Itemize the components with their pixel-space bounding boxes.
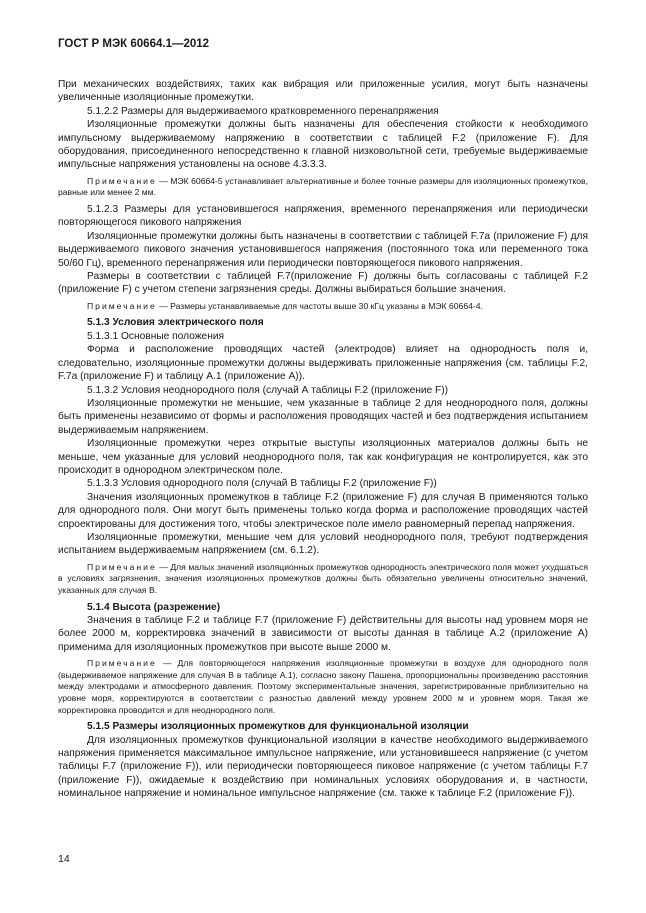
body-paragraph: 5.1.3.3 Условия однородного поля (случай В таблицы F.2 (приложение F)) xyxy=(87,478,437,490)
body-paragraph: 5.1.3.1 Основные положения xyxy=(87,330,225,342)
body-paragraph: Изоляционные промежутки не меньшие, чем указанные в таблице 2 для неоднородного поля, должны быть применены независимо от формы и расположения проводящих частей и без подтверждения испытанием выдерживаемым напряжением. xyxy=(58,397,588,436)
note-text: — Для повторяющегося напряжения изоляционные промежутки в воздухе для однородного поля (выдерживаемое напряжение для случая В в таблице А.1), согласно закону Пашена, пропорциональны произведению расстояния между электродами и атмосферного давления. Поэтому экспериментальные значения, зарегистрированные приблизительно на уровне моря, корректируются в соответствии с разностью давлений между уровнем 2000 м и уровнем моря. Такая же корректировка проводится и для неоднородного поля. xyxy=(58,658,588,715)
note-label: Примечание xyxy=(87,300,157,311)
body-paragraph: 5.1.3.2 Условия неоднородного поля (случай А таблицы F.2 (приложение F)) xyxy=(87,384,449,396)
section-heading: 5.1.5 Размеры изоляционных промежутков для функциональной изоляции xyxy=(87,721,469,733)
body-paragraph: Изоляционные промежутки должны быть назначены для обеспечения стойкости к необходимого импульсному выдерживаемому напряжению в соответствии с таблицей F.2 (приложение F). Для оборудования, присоединенного непосредственно к главной низковольтной сети, требуемые выдерживаемые импульсные напряжения установлены на основе 4.3.3.3. xyxy=(58,119,588,171)
note-paragraph xyxy=(58,658,588,716)
body-paragraph: Размеры в соответствии с таблицей F.7(приложение F) должны быть согласованы с таблицей F.2 (приложение F) с учетом степени загрязнения среды. Должны выбираться большие значения. xyxy=(58,271,588,296)
note-label: Примечание xyxy=(87,561,157,572)
note-text: — Для малых значений изоляционных промежутков однородность электрического поля может ухудшаться в условиях загрязнения, значения изоляционных промежутков должны быть обязательно увеличены относительно значений, указанных для случая В. xyxy=(58,561,588,595)
body-paragraph: Изоляционные промежутки должны быть назначены в соответствии с таблицей F.7а (приложение F) для выдерживаемого пикового значения установившегося напряжения (постоянного тока или переменного тока 50/60 Гц), временного перенапряжения или периодически повторяющегося пикового напряжения. xyxy=(58,230,588,269)
note-paragraph xyxy=(58,562,588,597)
note-label: Примечание xyxy=(87,175,157,186)
note-paragraph xyxy=(58,301,588,313)
body-paragraph: Значения изоляционных промежутков в таблице F.2 (приложение F) для случая В применяются только для однородного поля. Они могут быть применены только когда форма и расположение проводящих частей спроектированы для достижения того, чтобы электрическое поле имело равномерный перепад напряжения. xyxy=(58,491,588,530)
document-header: ГОСТ Р МЭК 60664.1—2012 xyxy=(58,38,210,50)
body-paragraph: При механических воздействиях, таких как вибрация или приложенные усилия, могут быть назначены увеличенные изоляционные промежутки. xyxy=(58,79,588,104)
body-paragraph: Изоляционные промежутки через открытые выступы изоляционных материалов должны быть не меньше, чем указанные для условий неоднородного поля, так как конфигурация не контролируется, как это происходит в однородном электрическом поле. xyxy=(58,438,588,476)
note-paragraph xyxy=(58,176,588,199)
body-paragraph: Форма и расположение проводящих частей (электродов) влияет на однородность поля и, следовательно, изоляционные промежутки должны выдерживать приложенные напряжения (см. таблицы F.2, F.7а (приложение F) и таблицу А.1 (приложение А)). xyxy=(58,344,588,383)
section-heading: 5.1.3 Условия электрического поля xyxy=(87,317,264,329)
note-label: Примечание xyxy=(87,658,157,669)
body-paragraph: 5.1.2.3 Размеры для установившегося напряжения, временного перенапряжения или периодически повторяющегося пикового напряжения xyxy=(58,204,588,229)
note-text: — Размеры устанавливаемые для частоты выше 30 кГц указаны в МЭК 60664-4. xyxy=(156,300,483,311)
body-paragraph: Значения в таблице F.2 и таблице F.7 (приложение F) действительны для высоты над уровнем моря не более 2000 м, корректировка значений в зависимости от высоты данная в таблице А.2 (приложение А) применима для изоляционных промежутков при высоте выше 2000 м. xyxy=(58,614,588,653)
body-paragraph: 5.1.2.2 Размеры для выдерживаемого кратковременного перенапряжения xyxy=(87,105,439,117)
note-text: — МЭК 60664-5 устанавливает альтернативные и более точные размеры для изоляционных промежутков, равные или менее 2 мм. xyxy=(58,175,588,198)
section-heading: 5.1.4 Высота (разрежение) xyxy=(87,601,221,613)
document-body xyxy=(58,78,588,801)
page-number: 14 xyxy=(58,853,70,865)
body-paragraph: Изоляционные промежутки, меньшие чем для условий неоднородного поля, требуют подтверждения испытанием выдерживаемым напряжением (см. 6.1.2). xyxy=(58,531,588,557)
body-paragraph: Для изоляционных промежутков функциональной изоляции в качестве необходимого выдерживаемого напряжения применяется максимальное импульсное напряжение, или установившееся напряжение (с учетом таблицы F.7 (приложение F)), или периодически повторяющееся пиковое напряжение (с учетом таблицы F.7 (приложение F)), ожидаемые к воздействию при номинальных условиях оборудования и, в частности, номинальное напряжение и номинальное импульсное напряжение (см. также к таблице F.2 (приложение F)). xyxy=(58,734,588,800)
